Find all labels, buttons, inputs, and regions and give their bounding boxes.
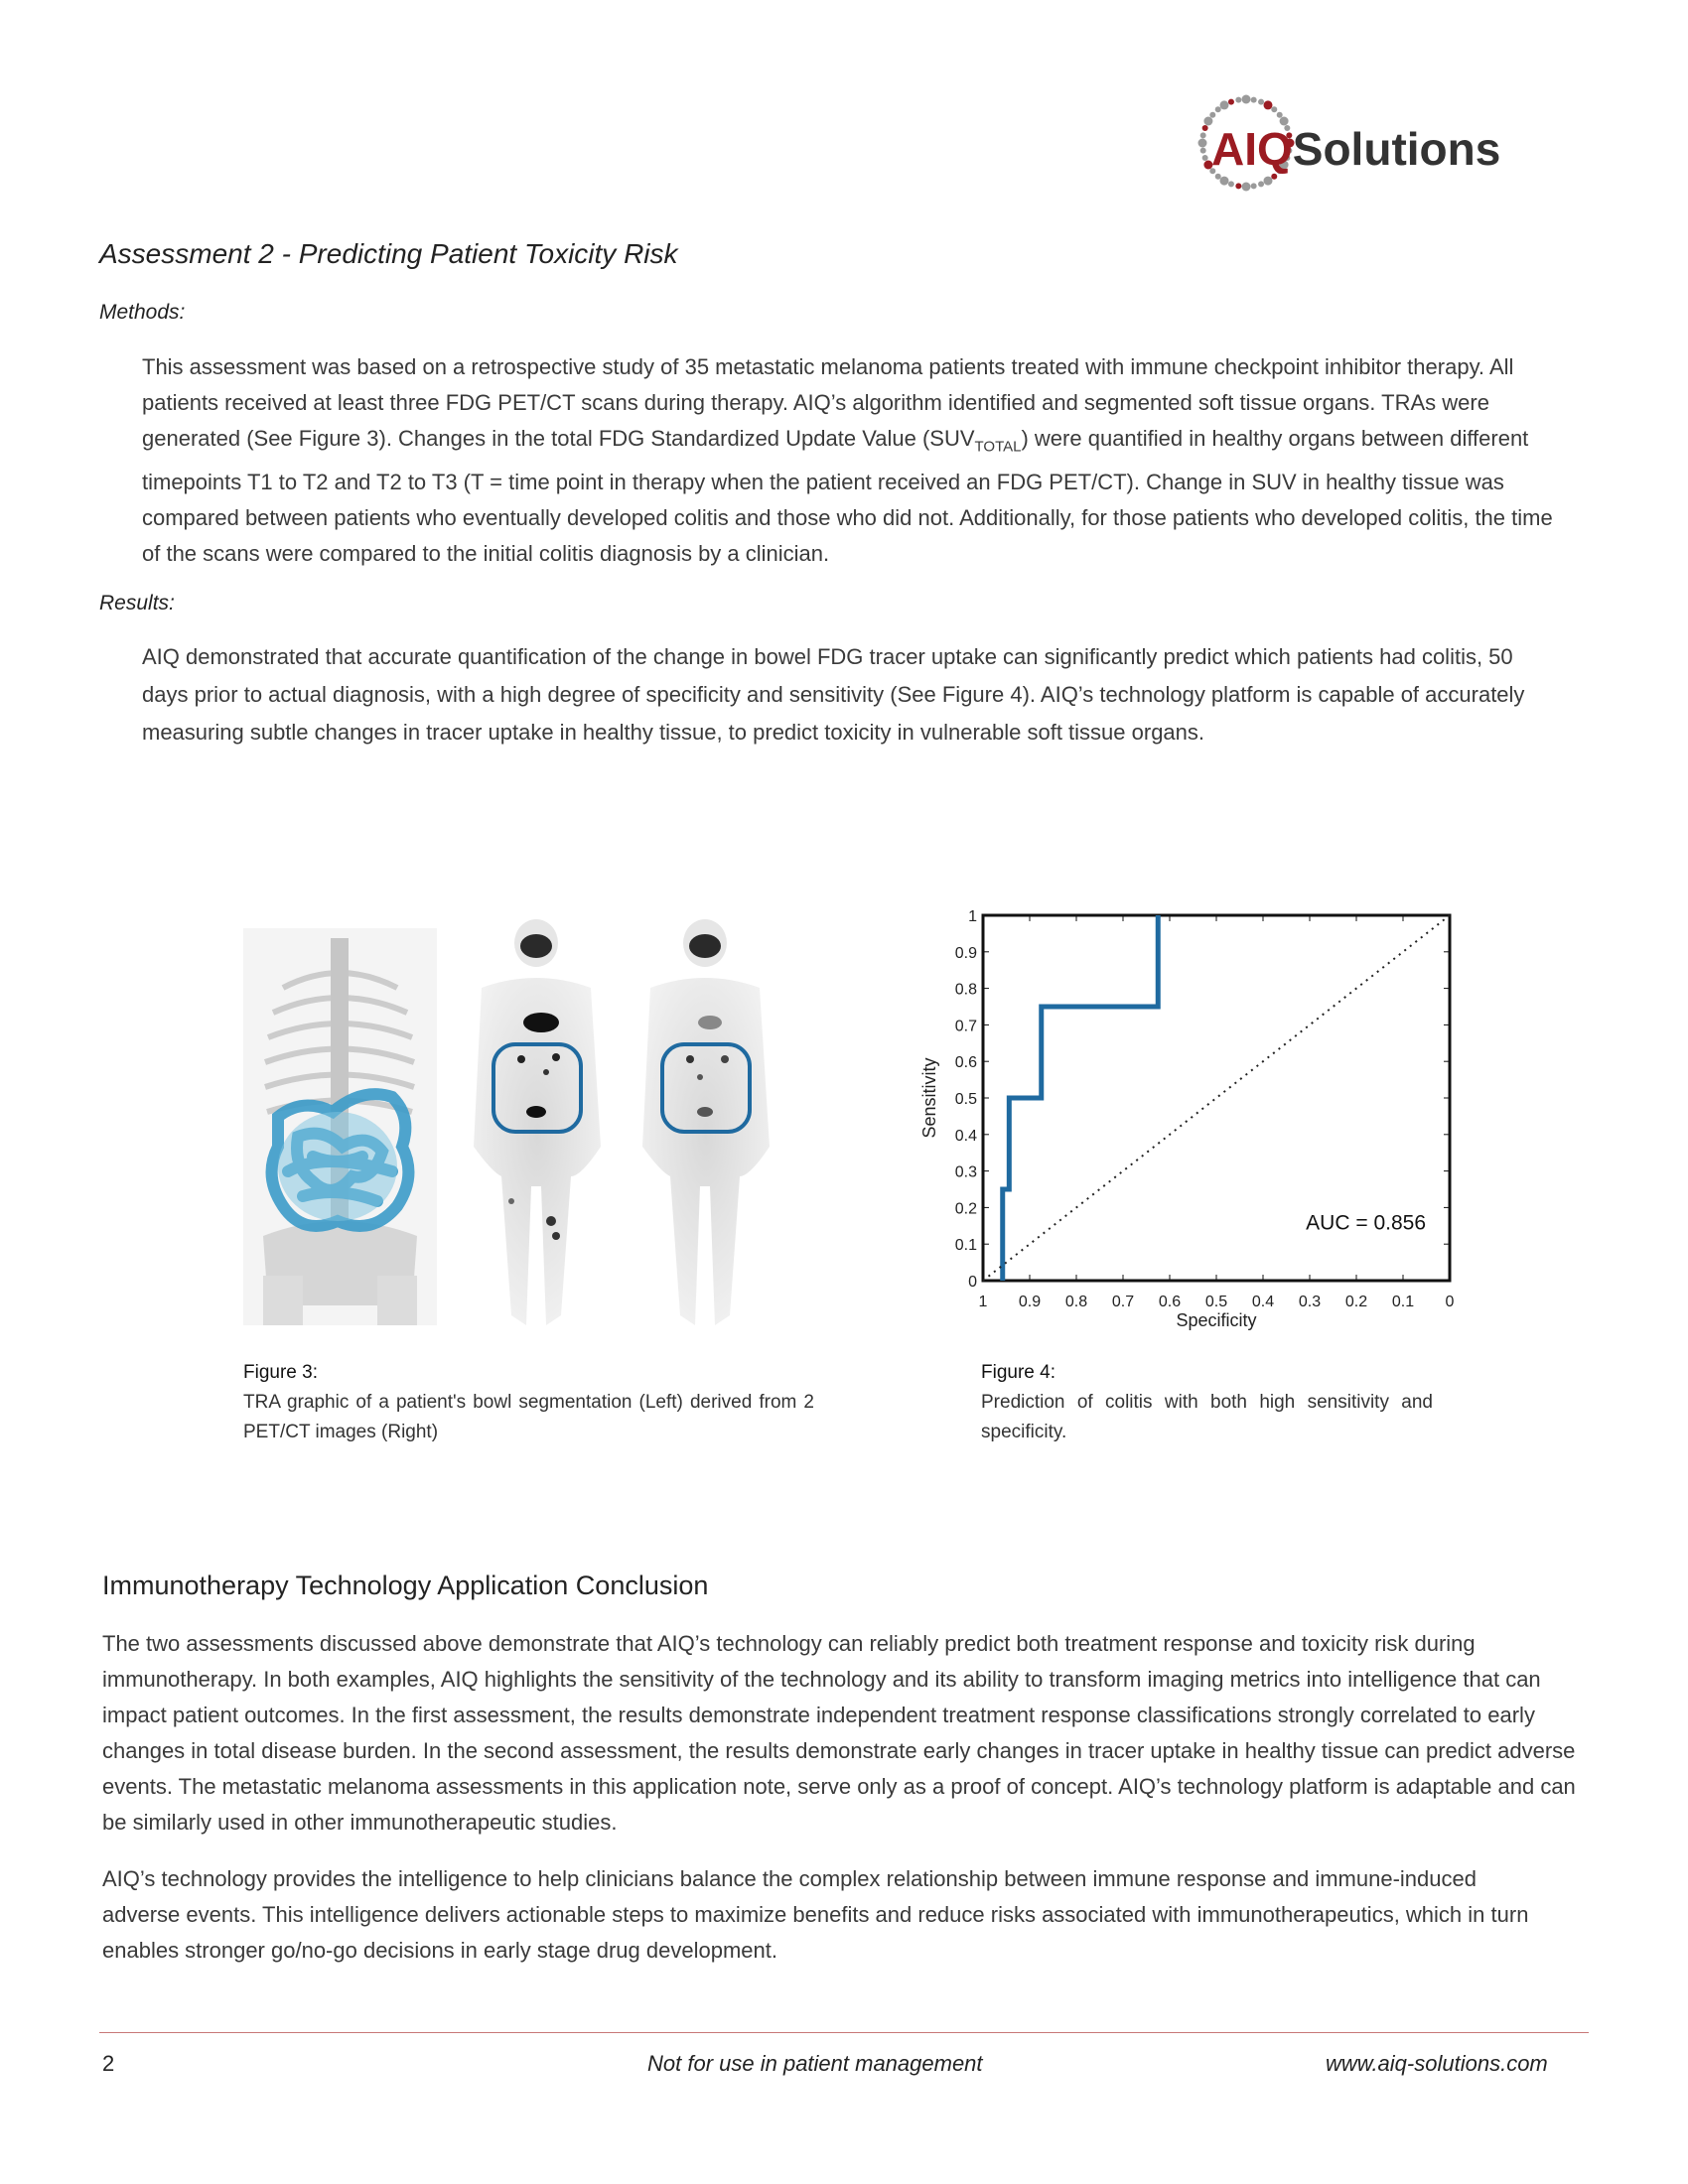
assessment-heading-bold: Assessment 2 (99, 238, 274, 269)
x-tick-label: 0.6 (1158, 1294, 1182, 1310)
logo-dot (1202, 155, 1208, 161)
logo-dot (1258, 181, 1264, 187)
svg-text:AIQSolutions (1211, 123, 1500, 175)
logo-dot (1264, 100, 1273, 109)
logo-dot (1264, 177, 1273, 186)
x-tick-label: 1 (978, 1294, 988, 1310)
logo-dot (1200, 148, 1206, 154)
footer-disclaimer: Not for use in patient management (647, 2051, 983, 2076)
x-tick-label: 0.5 (1204, 1294, 1228, 1310)
x-tick-label: 0.1 (1391, 1294, 1415, 1310)
auc-annotation: AUC = 0.856 (1306, 1211, 1426, 1235)
y-tick-label: 0.5 (954, 1091, 977, 1108)
logo-dot (1198, 139, 1207, 148)
conclusion-heading: Immunotherapy Technology Application Conclusion (102, 1570, 709, 1600)
logo-dot (1228, 181, 1234, 187)
results-label: Results: (99, 592, 175, 614)
assessment-heading-rest: - Predicting Patient Toxicity Risk (273, 238, 678, 269)
figure-3-caption-title: Figure 3: (243, 1362, 318, 1383)
x-axis-label: Specificity (1176, 1310, 1257, 1330)
x-tick-label: 0.8 (1064, 1294, 1088, 1310)
y-tick-label: 0.1 (954, 1237, 977, 1255)
y-tick-label: 0.3 (954, 1163, 977, 1181)
y-tick-label: 1 (968, 908, 977, 925)
figure-4-caption (981, 1358, 1433, 1447)
roc-chart-svg (894, 903, 1470, 1345)
x-tick-label: 0.7 (1111, 1294, 1135, 1310)
y-tick-label: 0.2 (954, 1200, 977, 1218)
logo-text-aiq: AIQ (1211, 123, 1293, 175)
logo-dot (1202, 125, 1208, 131)
x-tick-label: 0.4 (1251, 1294, 1275, 1310)
methods-text-1: This assessment was based on a retrospective study of 35 metastatic melanoma patients treated with immune checkpoint inhibitor therapy. All patients received at least three FDG PET/CT scans during therapy. AIQ’s algorithm identified and segmented soft tissue organs. TRAs were generated (See Figure 3). Changes in the total FDG Standardized Update Value (SUV (142, 354, 1514, 451)
y-tick-label: 0.9 (954, 944, 977, 962)
methods-label: Methods: (99, 301, 186, 324)
y-axis-label: Sensitivity (919, 1057, 939, 1139)
logo-graphic (1192, 91, 1599, 201)
pet-ct-image-right (642, 919, 770, 1325)
conclusion-text-2: AIQ’s technology provides the intelligence to help clinicians balance the complex relationship between immune response and immune-induced adverse events. This intelligence delivers actionable steps to maximize benefits and reduce risks associated with immunotherapeutics, which in turn enables stronger go/no-go decisions in early stage drug development. (102, 1866, 1529, 1963)
y-tick-label: 0.8 (954, 981, 977, 999)
logo-text-solutions: Solutions (1292, 123, 1501, 175)
methods-subscript: TOTAL (974, 438, 1022, 456)
methods-text-2: ) were quantified in healthy organs between different timepoints T1 to T2 and T2 to T3 (T = time point in therapy when the patient received an FDG PET/CT). Change in SUV in healthy tissue was compared between patients who eventually developed colitis and those who did not. Additionally, for those patients who developed colitis, the time of the scans were compared to the initial colitis diagnosis by a clinician. (142, 426, 1553, 567)
logo-dot (1228, 99, 1234, 105)
figure-4-roc-chart (894, 903, 1470, 1345)
x-tick-label: 0 (1445, 1294, 1455, 1310)
logo-dot (1242, 183, 1251, 192)
roc-curve-line (1003, 915, 1159, 1281)
x-tick-label: 0.2 (1344, 1294, 1368, 1310)
figure-3-image (243, 918, 819, 1335)
y-tick-label: 0.6 (954, 1054, 977, 1072)
figure-3-caption-text: TRA graphic of a patient's bowl segmentation (Left) derived from 2 PET/CT images (Right) (243, 1392, 814, 1442)
pet-ct-image-left (474, 919, 601, 1325)
y-tick-label: 0.7 (954, 1018, 977, 1035)
logo-dot (1277, 112, 1283, 118)
results-paragraph (142, 638, 1552, 751)
conclusion-paragraph-1 (102, 1626, 1592, 1841)
figure-4-caption-title: Figure 4: (981, 1362, 1055, 1383)
logo-dot (1200, 132, 1206, 138)
logo-dot (1258, 99, 1264, 105)
y-tick-label: 0.4 (954, 1127, 977, 1145)
x-tick-label: 0.9 (1018, 1294, 1042, 1310)
assessment-heading (99, 238, 678, 270)
page-number: 2 (102, 2051, 115, 2076)
skeleton-bowel-render (243, 928, 437, 1325)
footer-divider (99, 2032, 1589, 2033)
conclusion-text-1: The two assessments discussed above demonstrate that AIQ’s technology can reliably predict both treatment response and toxicity risk during immunotherapy. In both examples, AIQ highlights the sensitivity of the technology and its ability to transform imaging metrics into intelligence that can impact patient outcomes. In the first assessment, the results demonstrate independent treatment response classifications strongly correlated to early changes in total disease burden. In the second assessment, the results demonstrate early changes in tracer uptake in healthy tissue can predict adverse events. The metastatic melanoma assessments in this application note, serve only as a proof of concept. AIQ’s technology platform is adaptable and can be similarly used in other immunotherapeutic studies. (102, 1631, 1576, 1835)
logo-dot (1251, 183, 1257, 189)
logo-dot (1235, 183, 1241, 189)
y-tick-label: 0 (968, 1274, 977, 1291)
aiq-solutions-logo (1192, 91, 1599, 201)
x-tick-label: 0.3 (1298, 1294, 1322, 1310)
logo-dot (1215, 106, 1221, 112)
logo-dot (1242, 95, 1251, 104)
conclusion-paragraph-2 (102, 1861, 1552, 1969)
logo-dot (1251, 97, 1257, 103)
figure-4-caption-text: Prediction of colitis with both high sensitivity and specificity. (981, 1392, 1433, 1442)
logo-dot (1235, 97, 1241, 103)
figure-3-caption (243, 1358, 814, 1447)
logo-dot (1220, 100, 1229, 109)
methods-paragraph (142, 349, 1572, 572)
logo-dot (1209, 112, 1215, 118)
logo-dot (1271, 106, 1277, 112)
logo-dot (1220, 177, 1229, 186)
results-text: AIQ demonstrated that accurate quantification of the change in bowel FDG tracer uptake can significantly predict which patients had colitis, 50 days prior to actual diagnosis, with a high degree of specificity and sensitivity (See Figure 4). AIQ’s technology platform is capable of accurately measuring subtle changes in tracer uptake in healthy tissue, to predict toxicity in vulnerable soft tissue organs. (142, 644, 1525, 745)
footer-website-link[interactable]: www.aiq-solutions.com (1326, 2051, 1548, 2076)
